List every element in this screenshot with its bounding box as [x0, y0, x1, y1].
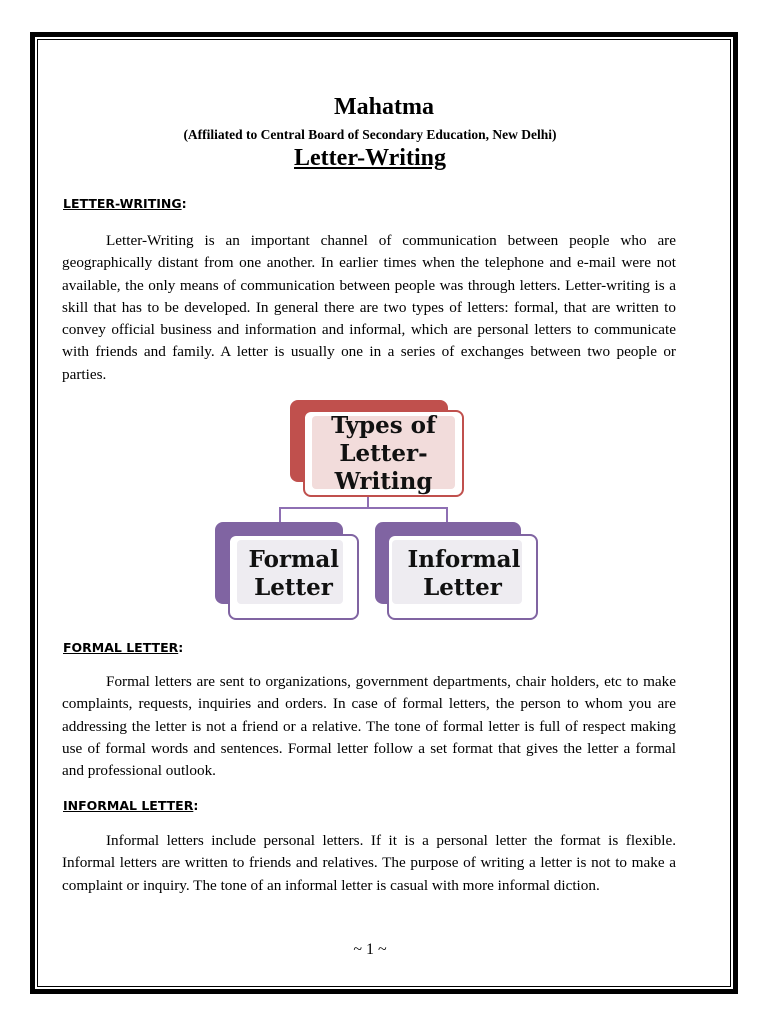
- formal-box: [228, 534, 359, 620]
- informal-box: [387, 534, 538, 620]
- section-heading-informal-letter: INFORMAL LETTER:: [63, 798, 199, 813]
- section-heading-formal-letter: FORMAL LETTER:: [63, 640, 184, 655]
- formal-label: Formal Letter: [248, 546, 340, 601]
- paragraph-informal-letter: Informal letters include personal letters. If it is a personal letter the format is flexible. Informal letters are written to friends and relatives. The purpose of writing a letter is not to make a complaint or inquiry. The tone of an informal letter is casual with more informal diction.: [62, 832, 676, 894]
- school-name: Mahatma: [334, 94, 434, 120]
- connector-left: [279, 507, 281, 522]
- document-title: Letter-Writing: [294, 145, 446, 171]
- paragraph-formal-letter: Formal letters are sent to organizations, government departments, chair holders, etc to make complaints, requests, inquiries and orders. In case of formal letters, the person to whom you are addressing the letter is not a friend or a relative. The tone of formal letter is full of respect making use of formal words and sentences. Formal letter follow a set format that gives the letter a formal and professional outlook.: [62, 673, 676, 780]
- section-heading-letter-writing: LETTER-WRITING:: [63, 196, 187, 211]
- page-number: ~ 1 ~: [353, 941, 387, 958]
- informal-label: Informal Letter: [407, 546, 521, 601]
- connector-horizontal: [279, 507, 448, 509]
- root-box: [303, 410, 464, 497]
- root-label: Types of Letter-Writing: [331, 411, 436, 495]
- connector-right: [446, 507, 448, 522]
- affiliation-line: (Affiliated to Central Board of Secondary Education, New Delhi): [183, 127, 557, 142]
- paragraph-letter-writing: Letter-Writing is an important channel of communication between people who are geographically distant from one another. In earlier times when the telephone and e-mail were not available, the only means of communication between people was through letters. Letter-writing is a skill that has to be developed. In general there are two types of letters: formal, that are written to convey official business and information and informal, which are personal letters to communicate with friends and family. A letter is usually one in a series of exchanges between two people or parties.: [62, 232, 676, 383]
